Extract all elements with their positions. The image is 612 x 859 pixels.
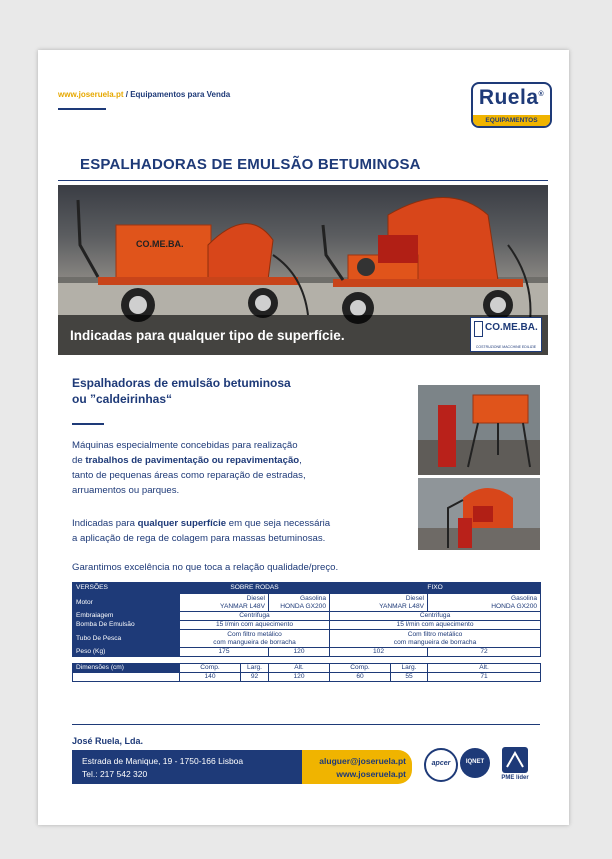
table-cell: Comp. [330,664,391,673]
fixo-header: FIXO [330,583,541,594]
pme-figure-icon [502,747,528,773]
table-row [73,664,541,673]
text-line: arruamentos ou parques. [72,485,180,496]
table-cell: 15 l/min com aquecimento [180,621,330,630]
tubo-label: Tubo De Pesca [73,630,180,648]
table-cell: Comp. [180,664,241,673]
table-cell: Centrifuga [330,612,541,621]
photo-illustration [418,478,540,550]
subtitle-line-2: ou ”caldeirinhas“ [72,392,173,406]
email-link[interactable]: aluguer@joseruela.pt [319,756,406,766]
breadcrumb-separator: / [125,90,128,99]
company-name: José Ruela, Lda. [72,736,144,746]
breadcrumb-site-link[interactable]: www.joseruela.pt [58,90,124,99]
versoes-header: VERSÕES [73,583,180,594]
comeba-logo [470,317,542,352]
table-row [73,621,541,630]
table-cell: 175 [180,648,269,657]
description-paragraph-2 [72,516,330,546]
subtitle-line-1: Espalhadoras de emulsão betuminosa [72,376,291,390]
table-cell: Larg. [241,664,269,673]
section-subtitle [72,375,291,407]
table-cell: 72 [428,648,541,657]
apcer-badge-text: apcer [431,760,451,767]
footer-divider [72,724,540,725]
motor-cell: Diesel YANMAR L48V [180,594,269,612]
table-row [73,630,541,648]
motor-cell: Diesel YANMAR L48V [330,594,428,612]
subtitle-divider [72,423,104,425]
table-row [73,594,541,612]
document-sheet [38,50,569,825]
phone-text[interactable]: Tel.: 217 542 320 [82,769,148,779]
text-line: tanto de pequenas áreas como reparação de estradas, [72,470,306,481]
table-row [73,648,541,657]
description-paragraph-1 [72,438,306,498]
product-photo-fixed-2 [418,478,540,550]
page-title: ESPALHADORAS DE EMULSÃO BETUMINOSA [80,156,421,173]
table-cell: Larg. [391,664,428,673]
motor-cell: Gasolina HONDA GX200 [269,594,330,612]
address-block [72,750,302,784]
product-photo-fixed-1 [418,385,540,475]
table-cell: 60 [330,673,391,682]
breadcrumb [58,90,230,99]
table-row [73,612,541,621]
table-cell: Alt. [428,664,541,673]
text-line: de trabalhos de pavimentação ou repavimentação, [72,455,302,466]
breadcrumb-underline [58,108,106,110]
machine-label: CO.ME.BA. [136,239,184,249]
table-cell: 120 [269,648,330,657]
bomba-label: Bomba De Emulsão [73,621,180,630]
peso-label: Peso (Kg) [73,648,180,657]
embraiagem-label: Embraiagem [73,612,180,621]
comeba-logo-tagline: COSTRUZIONE MACCHINE EDILIZIE [475,345,537,349]
iqnet-badge-text: IQNET [465,759,485,765]
pme-lider-badge-icon [498,747,532,785]
table-row [73,673,541,682]
sobre-rodas-header: SOBRE RODAS [180,583,330,594]
breadcrumb-section-link[interactable]: Equipamentos para Venda [130,90,231,99]
website-link[interactable]: www.joseruela.pt [336,769,406,779]
hero-image [58,185,548,355]
motor-cell: Gasolina HONDA GX200 [428,594,541,612]
table-cell: Com filtro metálico com mangueira de borracha [330,630,541,648]
contact-block [302,750,412,784]
pme-badge-text: PME líder [501,775,529,781]
apcer-badge-icon [424,748,458,782]
table-cell: Com filtro metálico com mangueira de borracha [180,630,330,648]
text-line: a aplicação de rega de colagem para massas betuminosas. [72,533,326,544]
comeba-emblem-icon [474,321,483,337]
table-cell: Centrifuga [180,612,330,621]
photo-illustration [418,385,540,475]
table-cell: 15 l/min com aquecimento [330,621,541,630]
table-cell: 102 [330,648,428,657]
table-spacer [73,657,541,664]
table-cell: Alt. [269,664,330,673]
table-cell: 71 [428,673,541,682]
text-line: Indicadas para qualquer superfície em que seja necessária [72,518,331,529]
table-cell: 55 [391,673,428,682]
dimensoes-label: Dimensões (cm) [73,664,180,673]
logo-tagline: EQUIPAMENTOS [473,115,550,126]
table-cell: 92 [241,673,269,682]
table-cell [73,673,180,682]
description-paragraph-3: Garantimos excelência no que toca a relação qualidade/preço. [72,562,339,573]
logo-name: Ruela® [478,86,545,109]
address-text: Estrada de Manique, 19 - 1750-166 Lisboa [82,756,244,766]
table-cell: 140 [180,673,241,682]
title-divider [58,180,548,181]
specifications-table [72,582,541,682]
hero-caption: Indicadas para qualquer tipo de superfície. [70,328,345,343]
table-cell: 120 [269,673,330,682]
motor-label: Motor [73,594,180,612]
table-header-row [73,583,541,594]
iqnet-badge-icon [460,748,490,778]
comeba-logo-text: CO.ME.BA. [485,322,538,333]
text-line: Máquinas especialmente concebidas para realização [72,440,298,451]
ruela-logo [471,82,552,128]
